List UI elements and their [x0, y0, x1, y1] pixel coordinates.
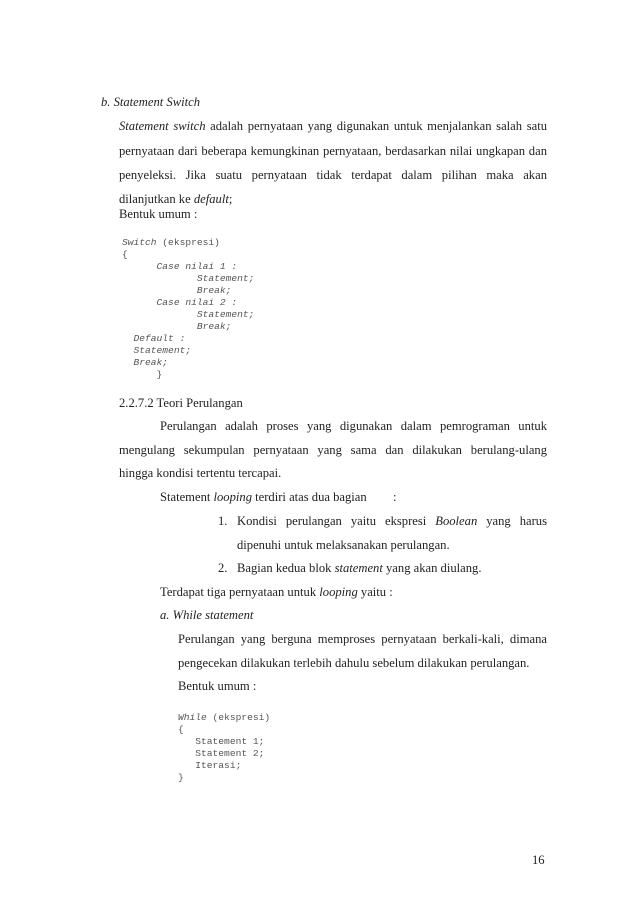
- list-number: 2.: [218, 561, 228, 575]
- emphasis: looping: [213, 490, 252, 504]
- code-line: }: [178, 772, 184, 783]
- code-line: Statement 1;: [178, 736, 265, 747]
- text: adalah pernyataan yang digunakan untuk menjalankan salah satu: [205, 119, 548, 133]
- code-line: Statement;: [122, 273, 255, 284]
- subsection-heading: a. While statement: [160, 608, 254, 622]
- code-line: Break;: [122, 321, 232, 332]
- code-line: Break;: [122, 357, 169, 368]
- list-item: Bagian kedua blok statement yang akan diulang.: [237, 561, 482, 575]
- emphasis: Statement switch: [119, 119, 206, 133]
- list-number: 1.: [218, 514, 228, 528]
- paragraph-line: Perulangan yang berguna memproses pernyataan berkali-kali, dimana: [178, 632, 547, 646]
- text: ;: [228, 192, 233, 206]
- code-line: {: [178, 724, 184, 735]
- paragraph-line: [119, 118, 547, 134]
- code-line: Switch (ekspresi): [122, 237, 220, 248]
- page-number: 16: [532, 853, 545, 867]
- emphasis: default: [193, 192, 229, 206]
- code-line: Statement;: [122, 345, 192, 356]
- paragraph-line: Perulangan adalah proses yang digunakan dalam pemrograman untuk: [160, 419, 547, 433]
- paragraph-line: penyeleksi. Jika suatu pernyataan tidak terdapat dalam pilihan maka akan: [119, 168, 547, 182]
- code-line: Statement;: [122, 309, 255, 320]
- paragraph-line: [119, 191, 232, 207]
- paragraph-line: mengulang sekumpulan pernyataan yang sama dan dilakukan berulang-ulang: [119, 443, 547, 457]
- subsection-heading: 2.2.7.2 Teori Perulangan: [119, 396, 243, 410]
- code-line: Statement 2;: [178, 748, 265, 759]
- code-line: Break;: [122, 285, 232, 296]
- code-block: [122, 225, 254, 393]
- emphasis: looping: [319, 585, 358, 599]
- code-line: Iterasi;: [178, 760, 242, 771]
- paragraph-line: pernyataan dari beberapa kemungkinan pernyataan, berdasarkan nilai ungkapan dan: [119, 144, 547, 158]
- paragraph-line: Terdapat tiga pernyataan untuk looping yaitu :: [160, 585, 393, 599]
- paragraph-line: hingga kondisi tertentu tercapai.: [119, 466, 282, 480]
- code-line: Case nilai 2 :: [122, 297, 238, 308]
- section-heading: b. Statement Switch: [101, 95, 200, 109]
- code-line: While (ekspresi): [178, 712, 271, 723]
- code-line: Case nilai 1 :: [122, 261, 238, 272]
- looping-colon: :: [393, 490, 397, 504]
- emphasis: statement: [334, 561, 383, 575]
- emphasis: Boolean: [435, 514, 478, 528]
- code-block: [178, 700, 270, 796]
- list-item: Kondisi perulangan yaitu ekspresi Boolean yang harus: [237, 514, 547, 528]
- code-line: Default :: [122, 333, 186, 344]
- list-item-continuation: dipenuhi untuk melaksanakan perulangan.: [237, 538, 450, 552]
- form-label: Bentuk umum :: [119, 207, 198, 221]
- looping-intro: Statement looping terdiri atas dua bagian: [160, 490, 367, 504]
- form-label: Bentuk umum :: [178, 679, 257, 693]
- text: dilanjutkan ke: [119, 192, 194, 206]
- code-line: }: [122, 369, 163, 380]
- code-line: {: [122, 249, 128, 260]
- paragraph-line: pengecekan dilakukan terlebih dahulu sebelum dilakukan perulangan.: [178, 656, 530, 670]
